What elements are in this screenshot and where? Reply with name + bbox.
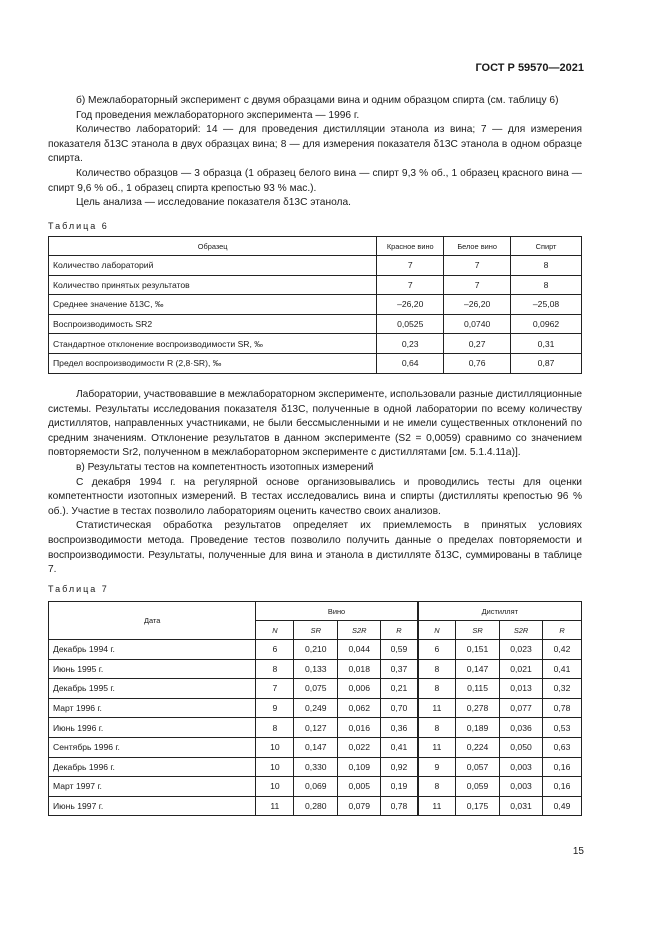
table-row [49,275,582,295]
table7-cell: 7 [256,679,294,699]
table7-cell: 0,249 [294,698,338,718]
table-row [49,334,582,354]
table7-date-cell: Июнь 1995 г. [49,659,256,679]
table6-row-label: Среднее значение δ13C, ‰ [49,295,377,315]
table7-cell: 6 [256,640,294,660]
table7-header-distillate: Дистиллят [418,602,582,621]
table-row [49,659,582,679]
intro-text [48,94,582,211]
table7-date-cell: Сентябрь 1996 г. [49,737,256,757]
table7-cell: 0,050 [500,737,543,757]
table7-cell: 0,70 [381,698,418,718]
table-row [49,314,582,334]
table7-subheader: S2R [338,621,381,640]
table7-date-cell: Декабрь 1996 г. [49,757,256,777]
table7-cell: 8 [256,718,294,738]
table7-cell: 11 [418,737,456,757]
table7-subheader: SR [456,621,500,640]
table7-cell: 8 [418,718,456,738]
table6-cell: 0,87 [511,353,582,373]
intro-paragraph-5: Цель анализа — исследование показателя δ13C этанола. [76,197,351,209]
table-row [49,718,582,738]
table7-cell: 10 [256,737,294,757]
table7-cell: 0,115 [456,679,500,699]
middle-paragraph-4: Статистическая обработка результатов определяет их приемлемость в принятых условиях воспроизводимости метода. Проведение тестов позволило получить данные о пределах повторяемости и воспроизводимости. Результаты, полученные для вина и этанола в дистилляте δ13C, суммированы в таблице 7. [48,520,582,576]
table6-caption: Таблица 6 [48,221,109,231]
table7-cell: 0,189 [456,718,500,738]
table7-cell: 9 [256,698,294,718]
table7-header-row-1 [49,602,582,621]
table7-cell: 0,59 [381,640,418,660]
table7-cell: 0,41 [542,659,581,679]
table7-cell: 0,41 [381,737,418,757]
table-7 [48,601,582,816]
table7-cell: 0,42 [542,640,581,660]
table-row [49,353,582,373]
table7-cell: 0,109 [338,757,381,777]
table-row [49,256,582,276]
table7-cell: 0,003 [500,777,543,797]
table7-cell: 0,127 [294,718,338,738]
table7-cell: 8 [418,679,456,699]
table7-cell: 0,069 [294,777,338,797]
table6-cell: 8 [511,256,582,276]
table6-cell: 7 [444,275,511,295]
standard-header: ГОСТ Р 59570—2021 [475,62,584,74]
table7-cell: 0,63 [542,737,581,757]
table6-cell: 0,0525 [377,314,444,334]
table7-cell: 8 [418,777,456,797]
table7-cell: 0,280 [294,796,338,816]
table7-header-wine: Вино [256,602,418,621]
table6-cell: 7 [377,275,444,295]
table7-date-cell: Декабрь 1994 г. [49,640,256,660]
table7-cell: 0,133 [294,659,338,679]
table6-cell: –26,20 [377,295,444,315]
table6-cell: 0,64 [377,353,444,373]
table7-subheader: S2R [500,621,543,640]
table6-cell: 0,31 [511,334,582,354]
table6-cell: 0,76 [444,353,511,373]
table7-cell: 0,018 [338,659,381,679]
table6-header-sample: Образец [49,237,377,256]
table6-row-label: Стандартное отклонение воспроизводимости SR, ‰ [49,334,377,354]
middle-text [48,388,582,578]
table7-cell: 0,210 [294,640,338,660]
table7-cell: 8 [418,659,456,679]
table6-cell: –26,20 [444,295,511,315]
table7-subheader: R [381,621,418,640]
table6-cell: 0,0962 [511,314,582,334]
table7-subheader: SR [294,621,338,640]
middle-paragraph-3: С декабря 1994 г. на регулярной основе организовывались и проводились тесты для оценки компетентности изотопных измерений. В тестах исследовались вина и спирты (дистилляты крепостью 96 % об.). Участие в тестах позволило лабораториям оценить качество своих анализов. [48,476,582,517]
table7-cell: 0,021 [500,659,543,679]
table-row [49,640,582,660]
table7-cell: 0,022 [338,737,381,757]
table7-cell: 0,023 [500,640,543,660]
table7-cell: 0,077 [500,698,543,718]
table7-date-cell: Март 1997 г. [49,777,256,797]
table6-row-label: Количество принятых результатов [49,275,377,295]
table7-header-date: Дата [49,602,256,640]
table6-header-red-wine: Красное вино [377,237,444,256]
table6-cell: 7 [444,256,511,276]
table7-cell: 0,075 [294,679,338,699]
table7-date-cell: Июнь 1997 г. [49,796,256,816]
table7-cell: 0,147 [294,737,338,757]
table6-cell: 7 [377,256,444,276]
table7-cell: 0,78 [542,698,581,718]
table7-cell: 0,175 [456,796,500,816]
table6-row-label: Воспроизводимость SR2 [49,314,377,334]
table7-cell: 0,003 [500,757,543,777]
table6-body [49,256,582,374]
table6-cell: –25,08 [511,295,582,315]
table7-cell: 0,147 [456,659,500,679]
table7-cell: 10 [256,757,294,777]
table7-cell: 0,062 [338,698,381,718]
table7-cell: 0,92 [381,757,418,777]
table7-cell: 0,36 [381,718,418,738]
table7-cell: 11 [256,796,294,816]
table7-cell: 0,005 [338,777,381,797]
table7-cell: 0,330 [294,757,338,777]
table-row [49,757,582,777]
table-row [49,796,582,816]
intro-paragraph-3: Количество лабораторий: 14 — для проведения дистилляции этанола из вина; 7 — для измерения показателя δ13C этанола в двух образцах вина; 8 — для измерения показателя δ13C этанола в одном образце спирта. [48,124,582,165]
table7-cell: 0,057 [456,757,500,777]
table-row [49,679,582,699]
table7-cell: 11 [418,698,456,718]
table7-cell: 0,036 [500,718,543,738]
table7-cell: 6 [418,640,456,660]
table-row [49,698,582,718]
table7-cell: 0,32 [542,679,581,699]
table7-subheader: N [256,621,294,640]
table6-cell: 0,27 [444,334,511,354]
table7-cell: 0,031 [500,796,543,816]
table6-header-white-wine: Белое вино [444,237,511,256]
table6-header-spirit: Спирт [511,237,582,256]
table7-cell: 0,059 [456,777,500,797]
table7-cell: 0,19 [381,777,418,797]
table-6 [48,236,582,374]
middle-paragraph-1: Лаборатории, участвовавшие в межлабораторном эксперименте, использовали разные дистилляционные системы. Результаты исследования показателя δ13C, полученные в одной лаборатории по всему количеству дистиллятов, направленных участниками, не были бессмысленными и не имели существенных отклонений по средним значениям. Отклонение результатов в данном эксперименте (S2 = 0,0059) сравнимо со значением повторяемости Sr2, полученном в межлабораторном эксперименте с дистиллятами [см. 5.1.4.11а)]. [48,389,582,459]
intro-paragraph-4: Количество образцов — 3 образца (1 образец белого вина — спирт 9,3 % об., 1 образец красного вина — спирт 9,6 % об., 1 образец спирта крепостью 93 % мас.). [48,167,582,194]
table7-subheader: R [542,621,581,640]
table7-cell: 0,079 [338,796,381,816]
table6-cell: 0,0740 [444,314,511,334]
table7-date-cell: Декабрь 1995 г. [49,679,256,699]
table6-header-row [49,237,582,256]
table7-cell: 0,53 [542,718,581,738]
page-number: 15 [572,846,584,857]
table6-row-label: Количество лабораторий [49,256,377,276]
table7-cell: 0,151 [456,640,500,660]
table7-date-cell: Март 1996 г. [49,698,256,718]
table6-row-label: Предел воспроизводимости R (2,8·SR), ‰ [49,353,377,373]
table-row [49,777,582,797]
table7-cell: 0,49 [542,796,581,816]
table7-cell: 0,013 [500,679,543,699]
table7-cell: 8 [256,659,294,679]
table6-cell: 8 [511,275,582,295]
intro-paragraph-2: Год проведения межлабораторного эксперимента — 1996 г. [76,109,360,121]
table7-cell: 0,016 [338,718,381,738]
table7-cell: 0,006 [338,679,381,699]
table-row [49,737,582,757]
table7-cell: 0,16 [542,777,581,797]
intro-paragraph-1: б) Межлабораторный эксперимент с двумя образцами вина и одним образцом спирта (см. таблицу 6) [76,95,559,106]
table6-cell: 0,23 [377,334,444,354]
table7-cell: 0,16 [542,757,581,777]
table7-cell: 0,37 [381,659,418,679]
table7-caption: Таблица 7 [48,584,109,594]
table7-subheader: N [418,621,456,640]
table7-body [49,640,582,816]
middle-paragraph-2: в) Результаты тестов на компетентность изотопных измерений [76,461,374,473]
table7-cell: 0,278 [456,698,500,718]
table7-cell: 9 [418,757,456,777]
table-row [49,295,582,315]
table7-cell: 0,044 [338,640,381,660]
table7-cell: 0,78 [381,796,418,816]
table7-cell: 10 [256,777,294,797]
table7-cell: 0,21 [381,679,418,699]
table7-date-cell: Июнь 1996 г. [49,718,256,738]
table7-cell: 0,224 [456,737,500,757]
table7-cell: 11 [418,796,456,816]
